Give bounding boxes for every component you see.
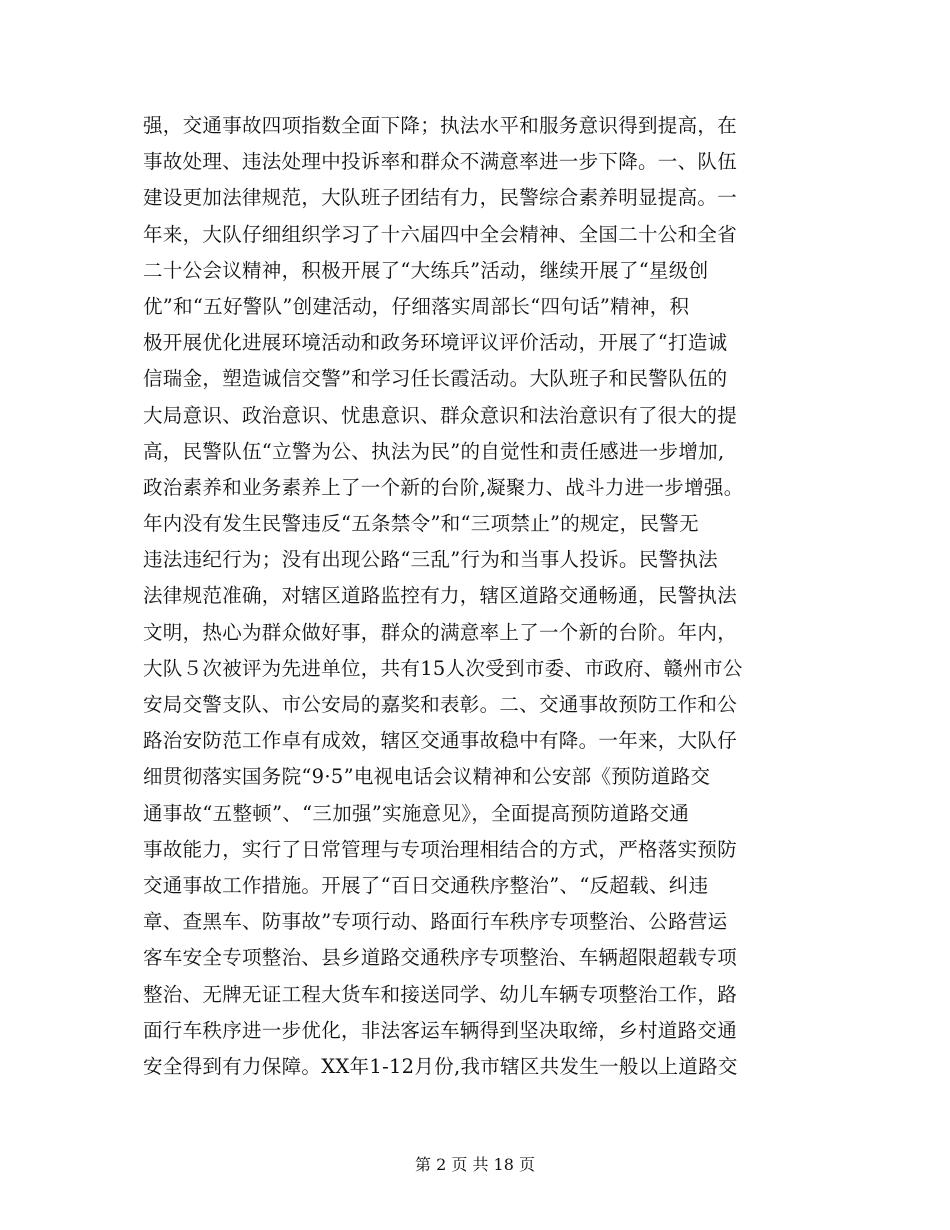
text-line: 交通事故工作措施。开展了“百日交通秩序整治”、“反超载、纠违 xyxy=(143,873,709,897)
text-line: 法律规范准确，对辖区道路监控有力，辖区道路交通畅通，民警执法 xyxy=(143,584,738,608)
text-line: 年内没有发生民警违反“五条禁令”和“三项禁止”的规定，民警无 xyxy=(143,512,699,536)
text-line: 面行车秩序进一步优化，非法客运车辆得到坚决取缔，乡村道路交通 xyxy=(143,1018,738,1042)
text-line: 事故处理、违法处理中投诉率和群众不满意率进一步下降。一、队伍 xyxy=(143,150,738,174)
text-line: 高，民警队伍“立警为公、执法为民”的自觉性和责任感进一步增加, xyxy=(143,439,725,463)
text-line: 安全得到有力保障。XX年1-12月份,我市辖区共发生一般以上道路交 xyxy=(143,1054,738,1078)
text-line: 文明，热心为群众做好事，群众的满意率上了一个新的台阶。年内， xyxy=(143,620,738,644)
body-text xyxy=(143,108,803,1085)
text-line: 强，交通事故四项指数全面下降；执法水平和服务意识得到提高，在 xyxy=(143,114,738,137)
text-line: 整治、无牌无证工程大货车和接送同学、幼儿车辆专项整治工作，路 xyxy=(143,982,738,1006)
text-line: 章、查黑车、防事故”专项行动、路面行车秩序专项整治、公路营运 xyxy=(143,910,728,934)
text-line: 二十公会议精神，积极开展了“大练兵”活动，继续开展了“星级创 xyxy=(143,258,709,282)
text-line: 年来，大队仔细组织学习了十六届四中全会精神、全国二十公和全省 xyxy=(143,222,738,246)
text-line: 政治素养和业务素养上了一个新的台阶,凝聚力、战斗力进一步增强。 xyxy=(143,475,744,499)
text-line: 事故能力，实行了日常管理与专项治理相结合的方式，严格落实预防 xyxy=(143,837,738,861)
text-line: 路治安防范工作卓有成效，辖区交通事故稳中有降。一年来，大队仔 xyxy=(143,729,738,753)
page-number-footer: 第 2 页 共 18 页 xyxy=(415,1155,535,1174)
text-line: 通事故“五整顿”、“三加强”实施意见》，全面提高预防道路交通 xyxy=(143,801,690,825)
text-line: 极开展优化进展环境活动和政务环境评议评价活动，开展了“打造诚 xyxy=(143,331,728,355)
text-line: 大队５次被评为先进单位，共有15人次受到市委、市政府、赣州市公 xyxy=(143,656,743,680)
text-line: 信瑞金，塑造诚信交警”和学习任长霞活动。大队班子和民警队伍的 xyxy=(143,367,728,391)
text-line: 建设更加法律规范，大队班子团结有力，民警综合素养明显提高。一 xyxy=(143,186,738,210)
text-line: 细贯彻落实国务院“9·5”电视电话会议精神和公安部《预防道路交 xyxy=(143,765,711,789)
text-line: 违法违纪行为；没有出现公路“三乱”行为和当事人投诉。民警执法 xyxy=(143,548,718,572)
text-line: 大局意识、政治意识、忧患意识、群众意识和法治意识有了很大的提 xyxy=(143,403,738,427)
text-line: 客车安全专项整治、县乡道路交通秩序专项整治、车辆超限超载专项 xyxy=(143,946,738,970)
text-line: 安局交警支队、市公安局的嘉奖和表彰。二、交通事故预防工作和公 xyxy=(143,693,738,716)
text-line: 优”和“五好警队”创建活动，仔细落实周部长“四句话”精神，积 xyxy=(143,294,690,318)
